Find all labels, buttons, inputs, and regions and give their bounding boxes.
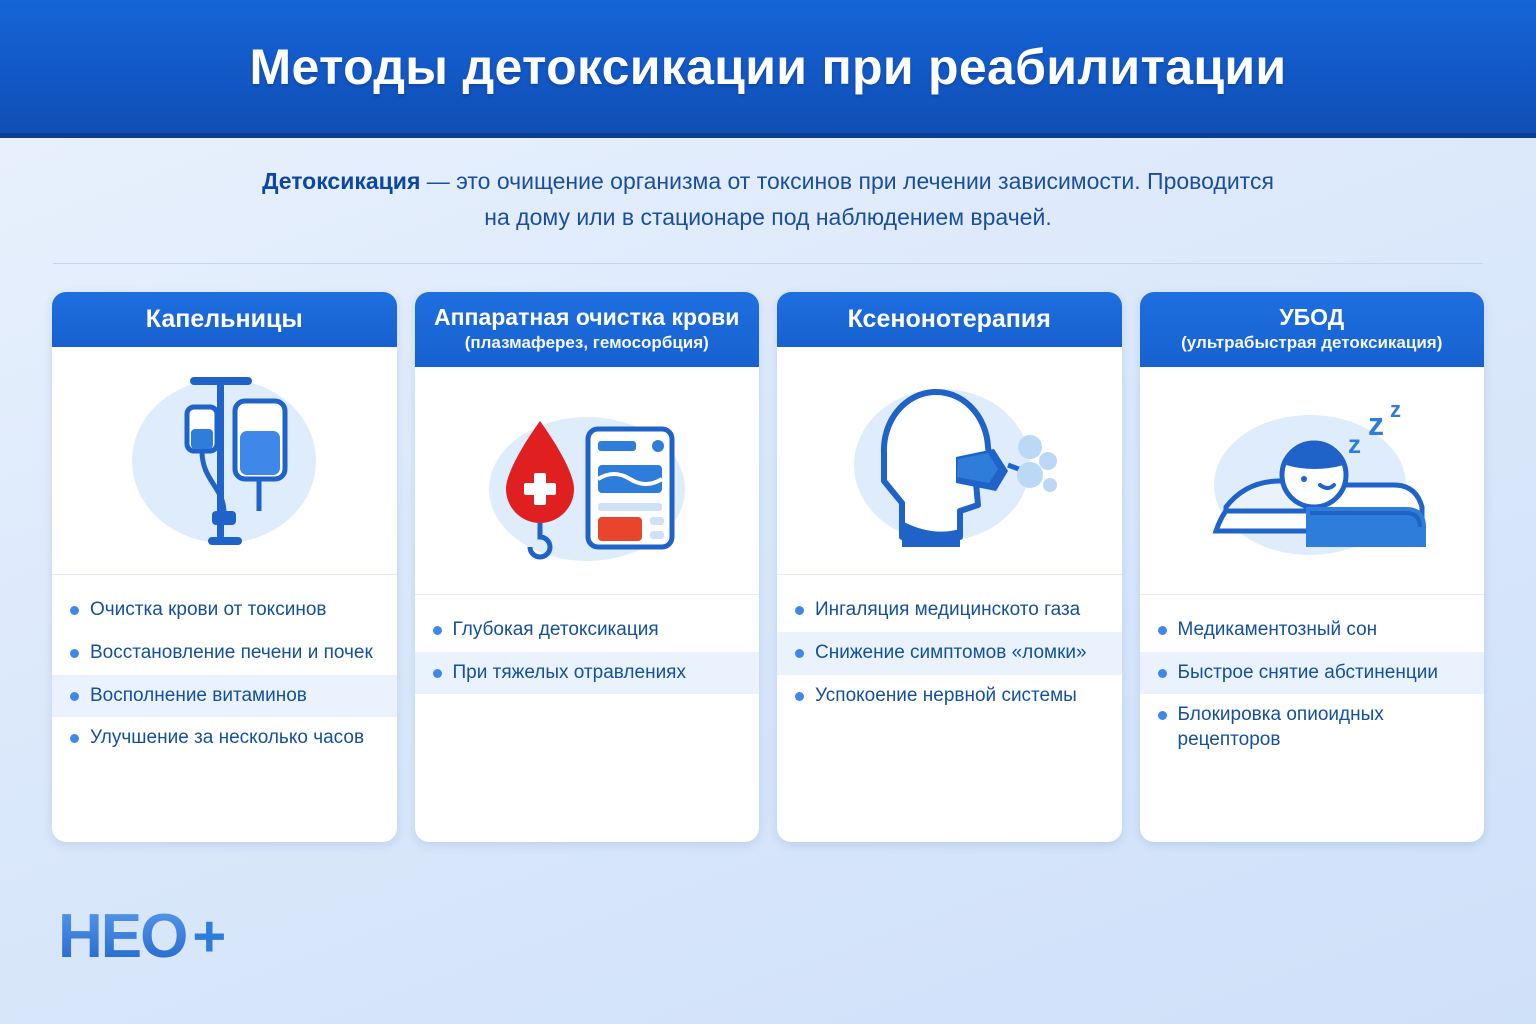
bullet-text: Медикаментозный сон bbox=[1177, 619, 1378, 641]
card-title: Ксенонотерапия bbox=[847, 305, 1051, 334]
page-title: Методы детоксикации при реабилитации bbox=[249, 38, 1287, 95]
list-item bbox=[415, 652, 760, 695]
bullet-dot-icon bbox=[70, 734, 79, 743]
card-header-drip bbox=[52, 292, 397, 347]
bullet-text: Успокоение нервной системы bbox=[815, 684, 1077, 706]
list-item bbox=[1140, 652, 1485, 695]
list-item bbox=[777, 675, 1122, 718]
method-card-xenon-therapy[interactable] bbox=[777, 292, 1122, 842]
list-item bbox=[52, 717, 397, 760]
card-bullets-xenon bbox=[777, 575, 1122, 735]
bullet-dot-icon bbox=[1158, 626, 1167, 635]
bullet-dot-icon bbox=[70, 649, 79, 658]
sleeping-patient-icon bbox=[1182, 381, 1442, 581]
card-title: УБОД bbox=[1279, 304, 1345, 331]
card-illustration-inhalation bbox=[777, 347, 1122, 575]
bullet-text: Глубокая детоксикация bbox=[452, 619, 659, 641]
brand-logo bbox=[58, 901, 226, 972]
card-title: Капельницы bbox=[145, 305, 303, 334]
svg-text:z: z bbox=[1367, 405, 1384, 442]
logo-text: HEO bbox=[58, 902, 187, 971]
svg-text:z: z bbox=[1389, 396, 1401, 422]
bullet-text: Блокировка опиоидных рецепторов bbox=[1177, 704, 1384, 751]
method-card-drip[interactable] bbox=[52, 292, 397, 842]
card-illustration-blood-machine bbox=[415, 367, 760, 595]
card-bullets-blood-purification bbox=[415, 595, 760, 712]
svg-text:z: z bbox=[1347, 428, 1361, 459]
list-item bbox=[777, 632, 1122, 675]
intro-text-rest: — это очищение организма от токсинов при лечении зависимости. Проводится bbox=[420, 168, 1274, 194]
list-item bbox=[777, 589, 1122, 632]
card-header-xenon bbox=[777, 292, 1122, 347]
list-item bbox=[52, 589, 397, 632]
bullet-dot-icon bbox=[795, 692, 804, 701]
bullet-dot-icon bbox=[70, 606, 79, 615]
iv-drip-icon bbox=[104, 361, 344, 561]
bullet-text: Улучшение за несколько часов bbox=[90, 727, 365, 749]
intro-paragraph bbox=[178, 164, 1358, 235]
card-subtitle: (ультрабыстрая детоксикация) bbox=[1181, 333, 1443, 353]
method-card-blood-purification[interactable] bbox=[415, 292, 760, 842]
list-item bbox=[415, 609, 760, 652]
card-header-blood-purification bbox=[415, 292, 760, 367]
bullet-dot-icon bbox=[433, 626, 442, 635]
blood-machine-icon bbox=[462, 381, 712, 581]
method-card-ubod[interactable] bbox=[1140, 292, 1485, 842]
bullet-text: При тяжелых отравлениях bbox=[452, 661, 686, 683]
intro-bold-term: Детоксикация bbox=[262, 168, 421, 194]
bullet-dot-icon bbox=[795, 649, 804, 658]
card-bullets-ubod bbox=[1140, 595, 1485, 780]
intro-text-line2: на дому или в стационаре под наблюдением врачей. bbox=[484, 203, 1052, 230]
card-illustration-drip bbox=[52, 347, 397, 575]
bullet-dot-icon bbox=[70, 692, 79, 701]
list-item bbox=[1140, 694, 1485, 761]
card-subtitle: (плазмаферез, гемосорбция) bbox=[464, 333, 709, 353]
bullet-dot-icon bbox=[1158, 669, 1167, 678]
list-item bbox=[52, 675, 397, 718]
bullet-text: Восстановление печени и почек bbox=[90, 641, 373, 663]
bullet-dot-icon bbox=[1158, 711, 1167, 720]
logo-plus-icon: + bbox=[192, 904, 227, 969]
card-illustration-sleeping bbox=[1140, 367, 1485, 595]
bullet-text: Быстрое снятие абстиненции bbox=[1177, 661, 1438, 683]
list-item bbox=[52, 632, 397, 675]
bullet-dot-icon bbox=[433, 669, 442, 678]
card-title: Аппаратная очистка крови bbox=[434, 304, 740, 331]
methods-card-grid bbox=[0, 264, 1536, 842]
page-header bbox=[0, 0, 1536, 138]
bullet-text: Восполнение витаминов bbox=[90, 684, 307, 706]
card-bullets-drip bbox=[52, 575, 397, 778]
bullet-text: Снижение симптомов «ломки» bbox=[815, 641, 1087, 663]
bullet-dot-icon bbox=[795, 606, 804, 615]
inhalation-mask-icon bbox=[824, 361, 1074, 561]
bullet-text: Ингаляция медицинското газа bbox=[815, 599, 1081, 621]
list-item bbox=[1140, 609, 1485, 652]
bullet-text: Очистка крови от токсинов bbox=[90, 599, 327, 621]
card-header-ubod bbox=[1140, 292, 1485, 367]
